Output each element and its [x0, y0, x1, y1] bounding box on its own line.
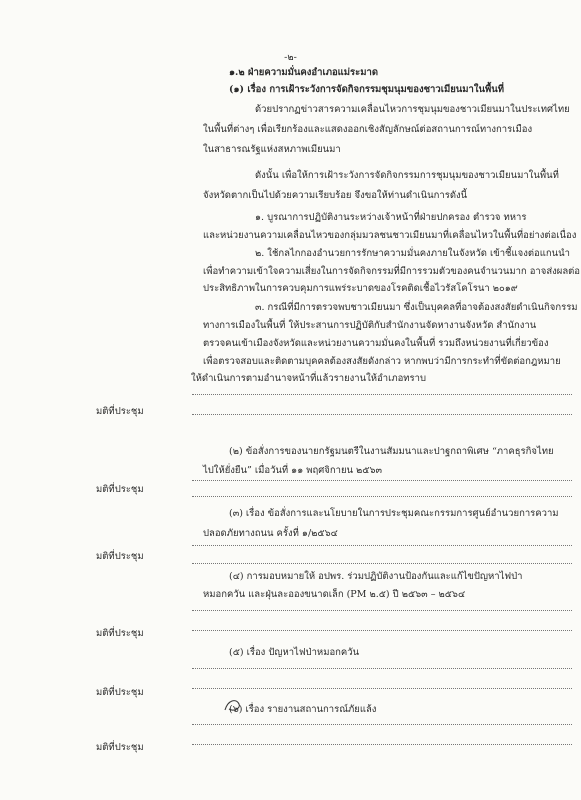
item-1-p5-line2: ทางการเมืองในพื้นที่ ให้ประสานการปฏิบัติกับสำนักงานจัดหางานจังหวัด สำนักงาน: [203, 320, 537, 331]
dotted-line: [192, 563, 572, 564]
item-3-line1: (๓) เรื่อง ข้อสั่งการและนโยบายในการประชุมคณะกรรมการศูนย์อำนวยการความ: [229, 508, 559, 519]
item-4-line2: หมอกควัน และฝุ่นละอองขนาดเล็ก (PM ๒.๕) ปี ๒๕๖๓ – ๒๕๖๔: [203, 589, 466, 600]
item-6-line: (๖) เรื่อง รายงานสถานการณ์ภัยแล้ง: [229, 704, 377, 715]
item-1-p1-line2: ในพื้นที่ต่างๆ เพื่อเรียกร้องและแสดงออกเชิงสัญลักษณ์ต่อสถานการณ์ทางการเมือง: [203, 124, 533, 135]
item-1-p5-line5: ให้ดำเนินการตามอำนาจหน้าที่แล้วรายงานให้อำเภอทราบ: [191, 373, 427, 384]
item-1-p3-line2: และหน่วยงานความเคลื่อนไหวของกลุ่มมวลชนชาวเมียนมาที่เคลื่อนไหวในพื้นที่อย่างต่อเนื่อง: [203, 230, 577, 241]
item-5-line: (๕) เรื่อง ปัญหาไฟป่าหมอกควัน: [229, 647, 360, 658]
item-1-p1-line3: ในสาธารณรัฐแห่งสหภาพเมียนมา: [203, 144, 341, 155]
resolution-label-5: มติที่ประชุม: [96, 687, 144, 698]
dotted-line: [192, 414, 572, 415]
item-1-p5-line4: เพื่อตรวจสอบและติดตามบุคคลต้องสงสัยดังกล่าว หากพบว่ามีการกระทำที่ขัดต่อกฎหมาย: [203, 356, 561, 367]
item-1-p3-line1: ๑. บูรณาการปฏิบัติงานระหว่างเจ้าหน้าที่ฝ่ายปกครอง ตำรวจ ทหาร: [255, 212, 527, 223]
item-1-p2-line2: จังหวัดตากเป็นไปด้วยความเรียบร้อย จึงขอให้ท่านดำเนินการดังนี้: [203, 190, 468, 201]
dotted-line: [192, 688, 572, 689]
dotted-line: [192, 724, 572, 725]
resolution-label-1: มติที่ประชุม: [96, 406, 144, 417]
dotted-line: [192, 668, 572, 669]
dotted-line: [192, 630, 572, 631]
item-1-p2-line1: ดังนั้น เพื่อให้การเฝ้าระวังการจัดกิจกรรมการชุมนุมของชาวเมียนมาในพื้นที่: [255, 170, 559, 181]
resolution-label-6: มติที่ประชุม: [96, 742, 144, 753]
item-1-p4-line3: ประสิทธิภาพในการควบคุมการแพร่ระบาดของโรคติดเชื้อไวรัสโคโรนา ๒๐๑๙: [203, 283, 518, 294]
section-title: ๑.๒ ฝ่ายความมั่นคงอำเภอแม่ระมาด: [229, 67, 379, 78]
item-2-line1: (๒) ข้อสั่งการของนายกรัฐมนตรีในงานสัมมนาและปาฐกถาพิเศษ “ภาคธุรกิจไทย: [229, 446, 554, 457]
item-4-line1: (๔) การมอบหมายให้ อปพร. ร่วมปฏิบัติงานป้องกันและแก้ไขปัญหาไฟป่า: [229, 571, 523, 582]
item-2-line2: ไปให้ยั่งยืน” เมื่อวันที่ ๑๑ พฤศจิกายน ๒๕๖๓: [203, 465, 383, 476]
dotted-line: [192, 394, 572, 395]
item-3-line2: ปลอดภัยทางถนน ครั้งที่ ๑/๒๕๖๔: [203, 528, 338, 539]
dotted-line: [192, 480, 572, 481]
dotted-line: [192, 496, 572, 497]
page-number: -๒-: [284, 52, 297, 63]
resolution-label-4: มติที่ประชุม: [96, 628, 144, 639]
item-1-title: (๑) เรื่อง การเฝ้าระวังการจัดกิจกรรมชุมนุมของชาวเมียนมาในพื้นที่: [229, 84, 505, 95]
item-1-p4-line1: ๒. ใช้กลไกกองอำนวยการรักษาความมั่นคงภายในจังหวัด เข้าชี้แจงต่อแกนนำ: [255, 248, 570, 259]
resolution-label-2: มติที่ประชุม: [96, 484, 144, 495]
dotted-line: [192, 610, 572, 611]
dotted-line: [192, 744, 572, 745]
item-1-p5-line3: ตรวจคนเข้าเมืองจังหวัดและหน่วยงานความมั่นคงในพื้นที่ รวมถึงหน่วยงานที่เกี่ยวข้อง: [203, 338, 549, 349]
item-1-p5-line1: ๓. กรณีที่มีการตรวจพบชาวเมียนมา ซึ่งเป็นบุคคลที่อาจต้องสงสัยดำเนินกิจกรรม: [255, 302, 578, 313]
resolution-label-3: มติที่ประชุม: [96, 551, 144, 562]
item-1-p4-line2: เพื่อทำความเข้าใจความเสี่ยงในการจัดกิจกรรมที่มีการรวมตัวของคนจำนวนมาก อาจส่งผลต่อ: [203, 266, 581, 277]
item-1-p1-line1: ด้วยปรากฏข่าวสารความเคลื่อนไหวการชุมนุมของชาวเมียนมาในประเทศไทย: [255, 104, 570, 115]
dotted-line: [192, 545, 572, 546]
